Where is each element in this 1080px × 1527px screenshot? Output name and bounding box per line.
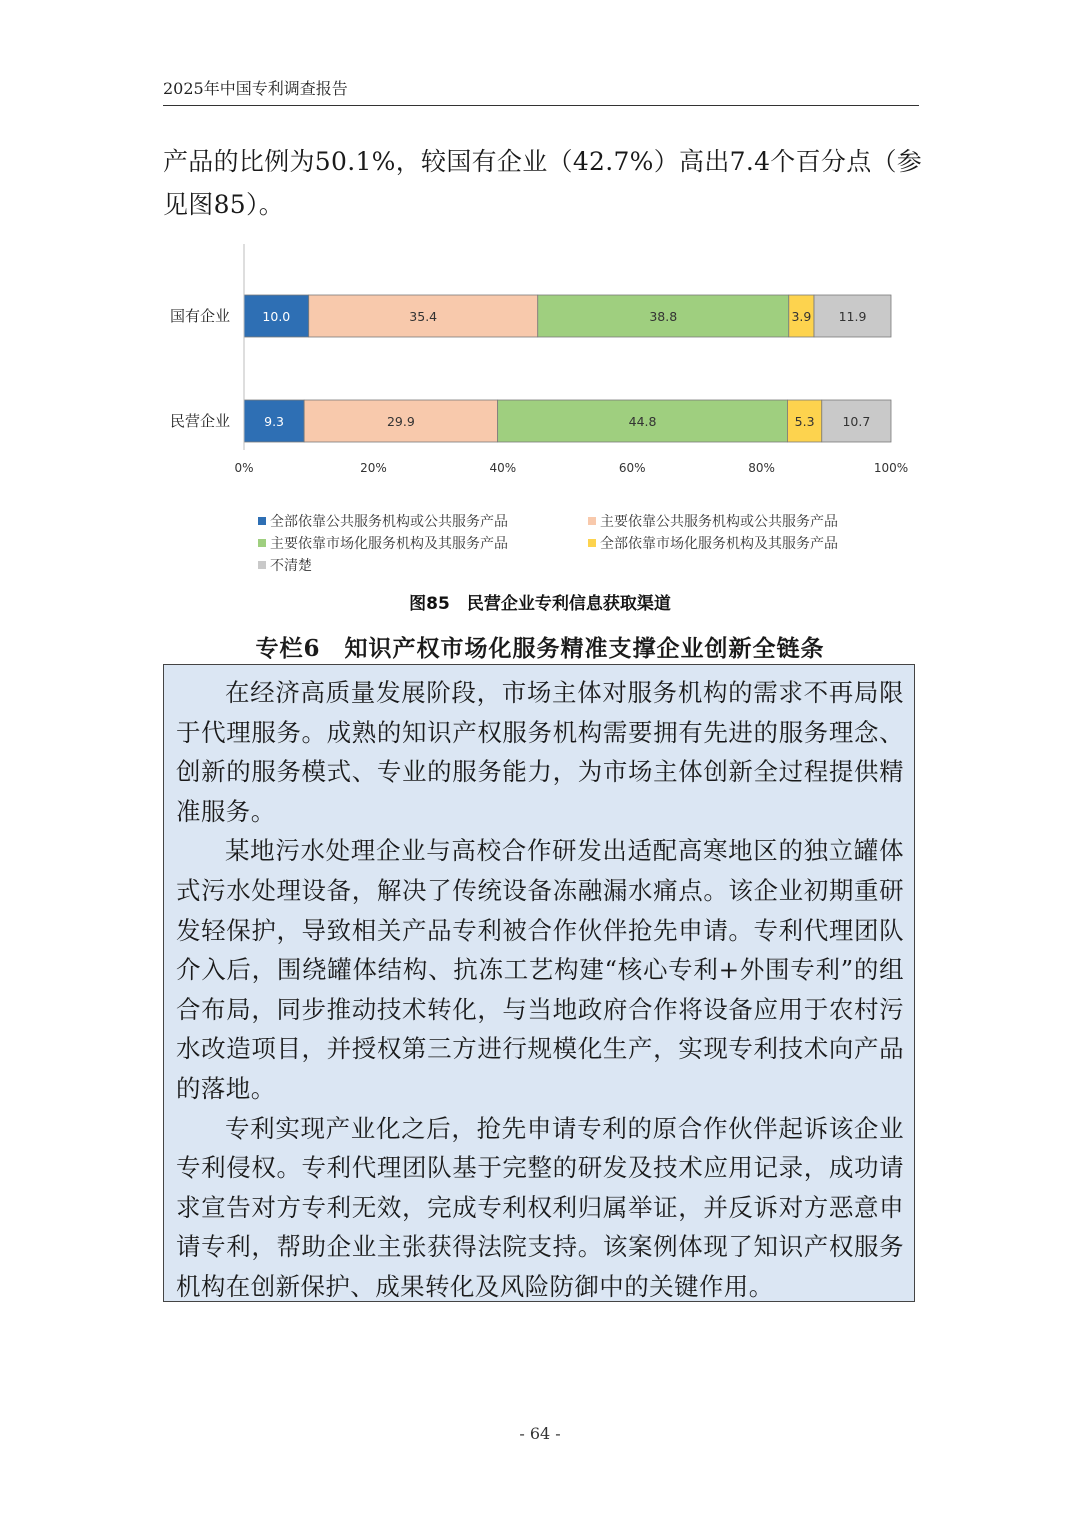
- legend-item: [588, 511, 918, 531]
- data-label: 44.8: [628, 414, 657, 429]
- column-title: 专栏6 知识产权市场化服务精准支撑企业创新全链条: [255, 635, 825, 662]
- legend-label: 不清楚: [270, 558, 312, 574]
- x-tick-label: 40%: [489, 461, 517, 475]
- figure-caption: 图85 民营企业专利信息获取渠道: [409, 594, 671, 614]
- column-paragraph: 专利实现产业化之后，抢先申请专利的原合作伙伴起诉该企业专利侵权。专利代理团队基于完整的研发及技术应用记录，成功请求宣告对方专利无效，完成专利权利归属举证，并反诉对方恶意申请专利，帮助企业主张获得法院支持。该案例体现了知识产权服务机构在创新保护、成果转化及风险防御中的关键作用。: [176, 1113, 904, 1301]
- legend-swatch: [258, 517, 266, 525]
- legend-row: [258, 554, 918, 576]
- legend-label: 主要依靠市场化服务机构及其服务产品: [270, 536, 508, 552]
- legend-swatch: [258, 561, 266, 569]
- page-number: - 64 -: [519, 1424, 561, 1443]
- running-header: 2025年中国专利调查报告: [163, 76, 919, 106]
- legend-swatch: [258, 539, 266, 547]
- legend-item: [258, 533, 588, 553]
- data-label: 29.9: [386, 414, 415, 429]
- legend-item: [258, 555, 588, 575]
- data-label: 5.3: [794, 414, 815, 429]
- legend-row: [258, 532, 918, 554]
- column-box: [163, 664, 915, 1302]
- intro-text: 产品的比例为50.1%，较国有企业（42.7%）高出7.4个百分点（参见图85）。: [163, 147, 923, 219]
- data-label: 11.9: [838, 309, 867, 324]
- legend-row: [258, 510, 918, 532]
- legend-swatch: [588, 517, 596, 525]
- data-label: 10.7: [842, 414, 871, 429]
- data-label: 38.8: [649, 309, 678, 324]
- column-paragraph: 某地污水处理企业与高校合作研发出适配高寒地区的独立罐体式污水处理设备，解决了传统设备冻融漏水痛点。该企业初期重研发轻保护，导致相关产品专利被合作伙伴抢先申请。专利代理团队介入后，围绕罐体结构、抗冻工艺构建“核心专利+外围专利”的组合布局，同步推动技术转化，与当地政府合作将设备应用于农村污水改造项目，并授权第三方进行规模化生产，实现专利技术向产品的落地。: [176, 836, 904, 1103]
- x-tick-label: 0%: [234, 461, 254, 475]
- category-label: 民营企业: [169, 412, 230, 430]
- legend-label: 全部依靠市场化服务机构及其服务产品: [600, 536, 838, 552]
- x-tick-label: 80%: [748, 461, 775, 475]
- data-label: 10.0: [262, 309, 291, 324]
- x-tick-label: 100%: [873, 461, 909, 475]
- column-paragraph: 在经济高质量发展阶段，市场主体对服务机构的需求不再局限于代理服务。成熟的知识产权服务机构需要拥有先进的服务理念、创新的服务模式、专业的服务能力，为市场主体创新全过程提供精准服务。: [176, 678, 904, 826]
- legend-item: [258, 511, 588, 531]
- legend-swatch: [588, 539, 596, 547]
- data-label: 35.4: [409, 309, 438, 324]
- legend-label: 主要依靠公共服务机构或公共服务产品: [600, 514, 838, 530]
- data-label: 9.3: [264, 414, 285, 429]
- legend-label: 全部依靠公共服务机构或公共服务产品: [270, 514, 508, 530]
- intro-paragraph: [163, 140, 923, 226]
- data-label: 3.9: [791, 309, 812, 324]
- chart-legend: [258, 510, 918, 576]
- chart-svg: [150, 238, 930, 498]
- x-tick-label: 20%: [360, 461, 387, 475]
- category-label: 国有企业: [169, 307, 230, 325]
- x-tick-label: 60%: [618, 461, 646, 475]
- legend-item: [588, 533, 918, 553]
